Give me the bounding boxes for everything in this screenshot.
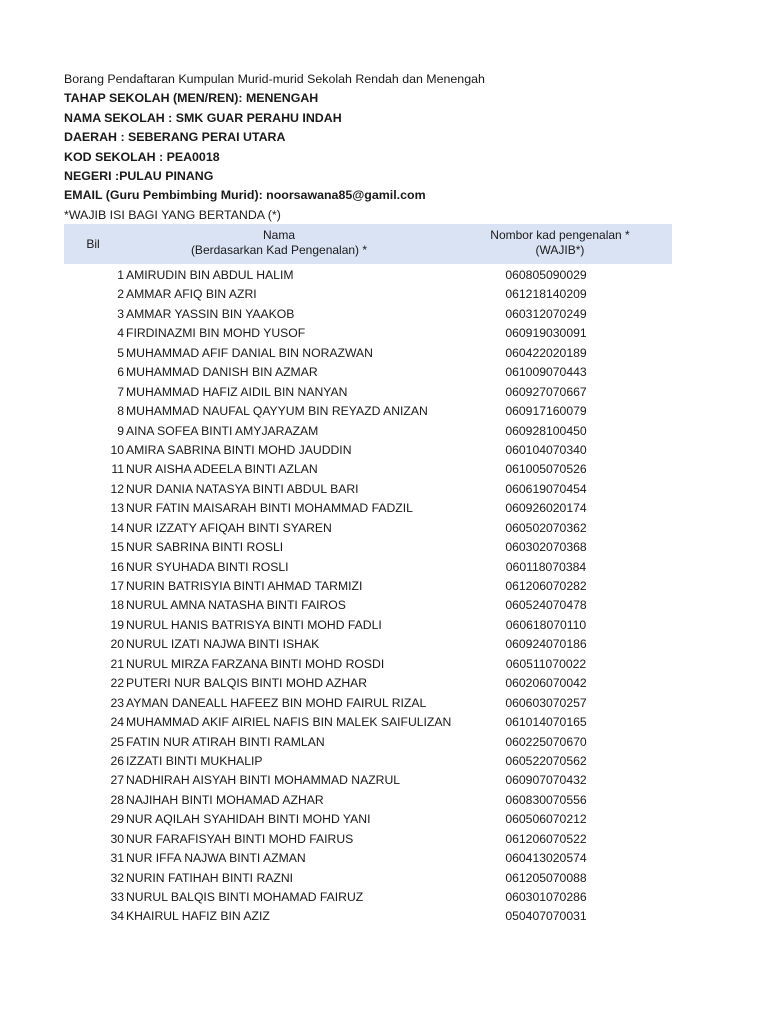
cell-bil: 12 bbox=[110, 481, 124, 496]
cell-nama: NADHIRAH AISYAH BINTI MOHAMMAD NAZRUL bbox=[126, 773, 401, 788]
table-row bbox=[64, 402, 672, 421]
table-row bbox=[64, 830, 672, 849]
cell-kad-pengenalan: 060302070368 bbox=[505, 540, 587, 555]
cell-kad-pengenalan: 060422020189 bbox=[505, 345, 587, 360]
table-row bbox=[64, 305, 672, 324]
cell-bil: 5 bbox=[117, 345, 124, 360]
table-row bbox=[64, 655, 672, 674]
cell-kad-pengenalan: 060225070670 bbox=[505, 734, 587, 749]
cell-nama: NUR DANIA NATASYA BINTI ABDUL BARI bbox=[126, 481, 359, 496]
cell-bil: 1 bbox=[117, 268, 124, 282]
cell-nama: NURUL MIRZA FARZANA BINTI MOHD ROSDI bbox=[126, 656, 385, 671]
cell-nama: KHAIRUL HAFIZ BIN AZIZ bbox=[126, 909, 270, 924]
table-row bbox=[64, 324, 672, 343]
table-row bbox=[64, 635, 672, 654]
header-kp-line2: (WAJIB*) bbox=[535, 243, 585, 257]
cell-nama: NURUL IZATI NAJWA BINTI ISHAK bbox=[126, 637, 320, 652]
table-row bbox=[64, 596, 672, 615]
table-row bbox=[64, 616, 672, 635]
school-name: NAMA SEKOLAH : SMK GUAR PERAHU INDAH bbox=[64, 110, 342, 125]
cell-nama: AINA SOFEA BINTI AMYJARAZAM bbox=[126, 423, 319, 438]
cell-bil: 31 bbox=[110, 851, 124, 866]
cell-kad-pengenalan: 060618070110 bbox=[505, 617, 587, 632]
form-title: Borang Pendaftaran Kumpulan Murid-murid Sekolah Rendah dan Menengah bbox=[64, 72, 485, 86]
cell-kad-pengenalan: 060924070186 bbox=[505, 637, 587, 652]
cell-kad-pengenalan: 060926020174 bbox=[505, 501, 587, 516]
cell-nama: AMMAR YASSIN BIN YAAKOB bbox=[126, 306, 295, 321]
cell-bil: 30 bbox=[110, 831, 124, 846]
table-body bbox=[64, 264, 672, 927]
table-row bbox=[64, 694, 672, 713]
cell-bil: 11 bbox=[111, 462, 124, 477]
cell-kad-pengenalan: 061206070282 bbox=[505, 579, 587, 593]
teacher-email: EMAIL (Guru Pembimbing Murid): noorsawana85@gamil.com bbox=[64, 188, 426, 203]
cell-nama: MUHAMMAD NAUFAL QAYYUM BIN REYAZD ANIZAN bbox=[126, 404, 428, 419]
cell-bil: 7 bbox=[117, 384, 124, 399]
cell-nama: NURIN FATIHAH BINTI RAZNI bbox=[126, 870, 294, 885]
table-row bbox=[64, 907, 672, 926]
cell-bil: 32 bbox=[110, 870, 124, 885]
cell-nama: NUR AQILAH SYAHIDAH BINTI MOHD YANI bbox=[126, 812, 371, 827]
cell-kad-pengenalan: 061205070088 bbox=[505, 870, 587, 885]
cell-kad-pengenalan: 060907070432 bbox=[505, 773, 587, 788]
cell-kad-pengenalan: 060206070042 bbox=[505, 676, 587, 691]
table-row bbox=[64, 733, 672, 752]
cell-bil: 8 bbox=[117, 404, 124, 419]
cell-bil: 13 bbox=[110, 501, 124, 516]
cell-bil: 21 bbox=[110, 656, 124, 671]
table-row bbox=[64, 538, 672, 557]
cell-kad-pengenalan: 060619070454 bbox=[505, 481, 587, 496]
table-row bbox=[64, 285, 672, 304]
table-row bbox=[64, 888, 672, 907]
cell-kad-pengenalan: 060104070340 bbox=[505, 442, 587, 457]
form-header bbox=[64, 70, 704, 225]
cell-bil: 26 bbox=[110, 753, 124, 768]
cell-kad-pengenalan: 060927070667 bbox=[505, 384, 587, 399]
cell-nama: AMMAR AFIQ BIN AZRI bbox=[126, 287, 257, 302]
cell-nama: NAJIHAH BINTI MOHAMAD AZHAR bbox=[126, 792, 324, 807]
cell-nama: NURUL HANIS BATRISYA BINTI MOHD FADLI bbox=[126, 617, 382, 632]
cell-bil: 14 bbox=[110, 520, 124, 535]
cell-nama: NUR IFFA NAJWA BINTI AZMAN bbox=[126, 851, 306, 866]
cell-kad-pengenalan: 060603070257 bbox=[505, 695, 587, 710]
cell-kad-pengenalan: 061206070522 bbox=[505, 831, 587, 846]
cell-nama: AMIRUDIN BIN ABDUL HALIM bbox=[126, 268, 294, 282]
table-row bbox=[64, 771, 672, 790]
cell-bil: 10 bbox=[110, 442, 124, 457]
cell-kad-pengenalan: 060805090029 bbox=[505, 268, 587, 282]
cell-nama: NUR AISHA ADEELA BINTI AZLAN bbox=[126, 462, 318, 477]
cell-kad-pengenalan: 060830070556 bbox=[505, 792, 587, 807]
mandatory-note: *WAJIB ISI BAGI YANG BERTANDA (*) bbox=[64, 207, 281, 222]
table-row bbox=[64, 266, 672, 285]
table-header-row bbox=[64, 224, 672, 264]
table-row bbox=[64, 674, 672, 693]
cell-bil: 28 bbox=[110, 792, 124, 807]
cell-kad-pengenalan: 061218140209 bbox=[505, 287, 587, 302]
table-row bbox=[64, 383, 672, 402]
cell-nama: NURUL AMNA NATASHA BINTI FAIROS bbox=[126, 598, 346, 613]
cell-bil: 15 bbox=[110, 540, 124, 555]
cell-kad-pengenalan: 061014070165 bbox=[505, 715, 587, 730]
cell-bil: 19 bbox=[110, 617, 124, 632]
table-row bbox=[64, 363, 672, 382]
cell-bil: 17 bbox=[110, 579, 124, 593]
cell-kad-pengenalan: 061005070526 bbox=[505, 462, 587, 477]
cell-nama: FATIN NUR ATIRAH BINTI RAMLAN bbox=[126, 734, 325, 749]
header-nama-line1: Nama bbox=[262, 228, 295, 242]
cell-bil: 24 bbox=[110, 715, 124, 730]
cell-nama: NUR IZZATY AFIQAH BINTI SYAREN bbox=[126, 520, 332, 535]
cell-bil: 6 bbox=[117, 365, 124, 380]
table-row bbox=[64, 422, 672, 441]
cell-kad-pengenalan: 060118070384 bbox=[505, 559, 587, 574]
table-row bbox=[64, 713, 672, 732]
table-row bbox=[64, 577, 672, 596]
cell-bil: 29 bbox=[110, 812, 124, 827]
school-level: TAHAP SEKOLAH (MEN/REN): MENENGAH bbox=[64, 91, 319, 106]
header-nama bbox=[184, 228, 374, 258]
cell-bil: 2 bbox=[117, 287, 124, 302]
header-kad-pengenalan bbox=[469, 228, 651, 258]
cell-kad-pengenalan: 050407070031 bbox=[505, 909, 587, 924]
cell-nama: IZZATI BINTI MUKHALIP bbox=[126, 753, 263, 768]
cell-nama: MUHAMMAD HAFIZ AIDIL BIN NANYAN bbox=[126, 384, 348, 399]
cell-kad-pengenalan: 060928100450 bbox=[505, 423, 587, 438]
cell-bil: 27 bbox=[110, 773, 124, 788]
cell-kad-pengenalan: 060919030091 bbox=[505, 326, 587, 341]
cell-nama: FIRDINAZMI BIN MOHD YUSOF bbox=[126, 326, 306, 341]
cell-bil: 20 bbox=[110, 637, 124, 652]
table-row bbox=[64, 869, 672, 888]
cell-kad-pengenalan: 060502070362 bbox=[505, 520, 587, 535]
district: DAERAH : SEBERANG PERAI UTARA bbox=[64, 130, 286, 145]
cell-nama: NUR FARAFISYAH BINTI MOHD FAIRUS bbox=[126, 831, 354, 846]
cell-kad-pengenalan: 060413020574 bbox=[505, 851, 587, 866]
cell-bil: 3 bbox=[117, 306, 124, 321]
table-row bbox=[64, 558, 672, 577]
cell-kad-pengenalan: 060511070022 bbox=[505, 656, 587, 671]
school-code: KOD SEKOLAH : PEA0018 bbox=[64, 149, 220, 164]
table-row bbox=[64, 810, 672, 829]
table-row bbox=[64, 344, 672, 363]
cell-nama: NUR FATIN MAISARAH BINTI MOHAMMAD FADZIL bbox=[126, 501, 413, 516]
cell-bil: 4 bbox=[117, 326, 124, 341]
cell-nama: NURUL BALQIS BINTI MOHAMAD FAIRUZ bbox=[126, 890, 364, 904]
cell-kad-pengenalan: 060524070478 bbox=[505, 598, 587, 613]
table-row bbox=[64, 791, 672, 810]
cell-nama: MUHAMMAD DANISH BIN AZMAR bbox=[126, 365, 318, 380]
table-row bbox=[64, 849, 672, 868]
state: NEGERI :PULAU PINANG bbox=[64, 168, 214, 183]
table-row bbox=[64, 752, 672, 771]
cell-bil: 22 bbox=[110, 676, 124, 691]
cell-nama: NUR SABRINA BINTI ROSLI bbox=[126, 540, 284, 555]
cell-bil: 23 bbox=[110, 695, 124, 710]
cell-nama: AMIRA SABRINA BINTI MOHD JAUDDIN bbox=[126, 442, 352, 457]
header-nama-line2: (Berdasarkan Kad Pengenalan) * bbox=[190, 243, 368, 257]
cell-nama: PUTERI NUR BALQIS BINTI MOHD AZHAR bbox=[126, 676, 368, 691]
cell-bil: 16 bbox=[110, 559, 124, 574]
header-bil: Bil bbox=[86, 237, 100, 251]
cell-nama: MUHAMMAD AFIF DANIAL BIN NORAZWAN bbox=[126, 345, 373, 360]
cell-kad-pengenalan: 060522070562 bbox=[505, 753, 587, 768]
header-kp-line1: Nombor kad pengenalan * bbox=[490, 228, 630, 242]
cell-bil: 18 bbox=[110, 598, 124, 613]
cell-nama: MUHAMMAD AKIF AIRIEL NAFIS BIN MALEK SAIFULIZAN bbox=[126, 715, 452, 730]
cell-kad-pengenalan: 060506070212 bbox=[505, 812, 587, 827]
table-row bbox=[64, 519, 672, 538]
table-row bbox=[64, 499, 672, 518]
cell-bil: 25 bbox=[110, 734, 124, 749]
table-row bbox=[64, 480, 672, 499]
cell-nama: AYMAN DANEALL HAFEEZ BIN MOHD FAIRUL RIZAL bbox=[126, 695, 427, 710]
student-table bbox=[64, 224, 672, 927]
cell-kad-pengenalan: 060301070286 bbox=[505, 890, 587, 904]
cell-kad-pengenalan: 060917160079 bbox=[505, 404, 587, 419]
cell-kad-pengenalan: 061009070443 bbox=[505, 365, 587, 380]
cell-bil: 9 bbox=[117, 423, 124, 438]
table-row bbox=[64, 460, 672, 479]
cell-bil: 34 bbox=[110, 909, 124, 924]
cell-kad-pengenalan: 060312070249 bbox=[505, 306, 587, 321]
cell-bil: 33 bbox=[110, 890, 124, 904]
table-row bbox=[64, 441, 672, 460]
cell-nama: NUR SYUHADA BINTI ROSLI bbox=[126, 559, 289, 574]
cell-nama: NURIN BATRISYIA BINTI AHMAD TARMIZI bbox=[126, 579, 363, 593]
